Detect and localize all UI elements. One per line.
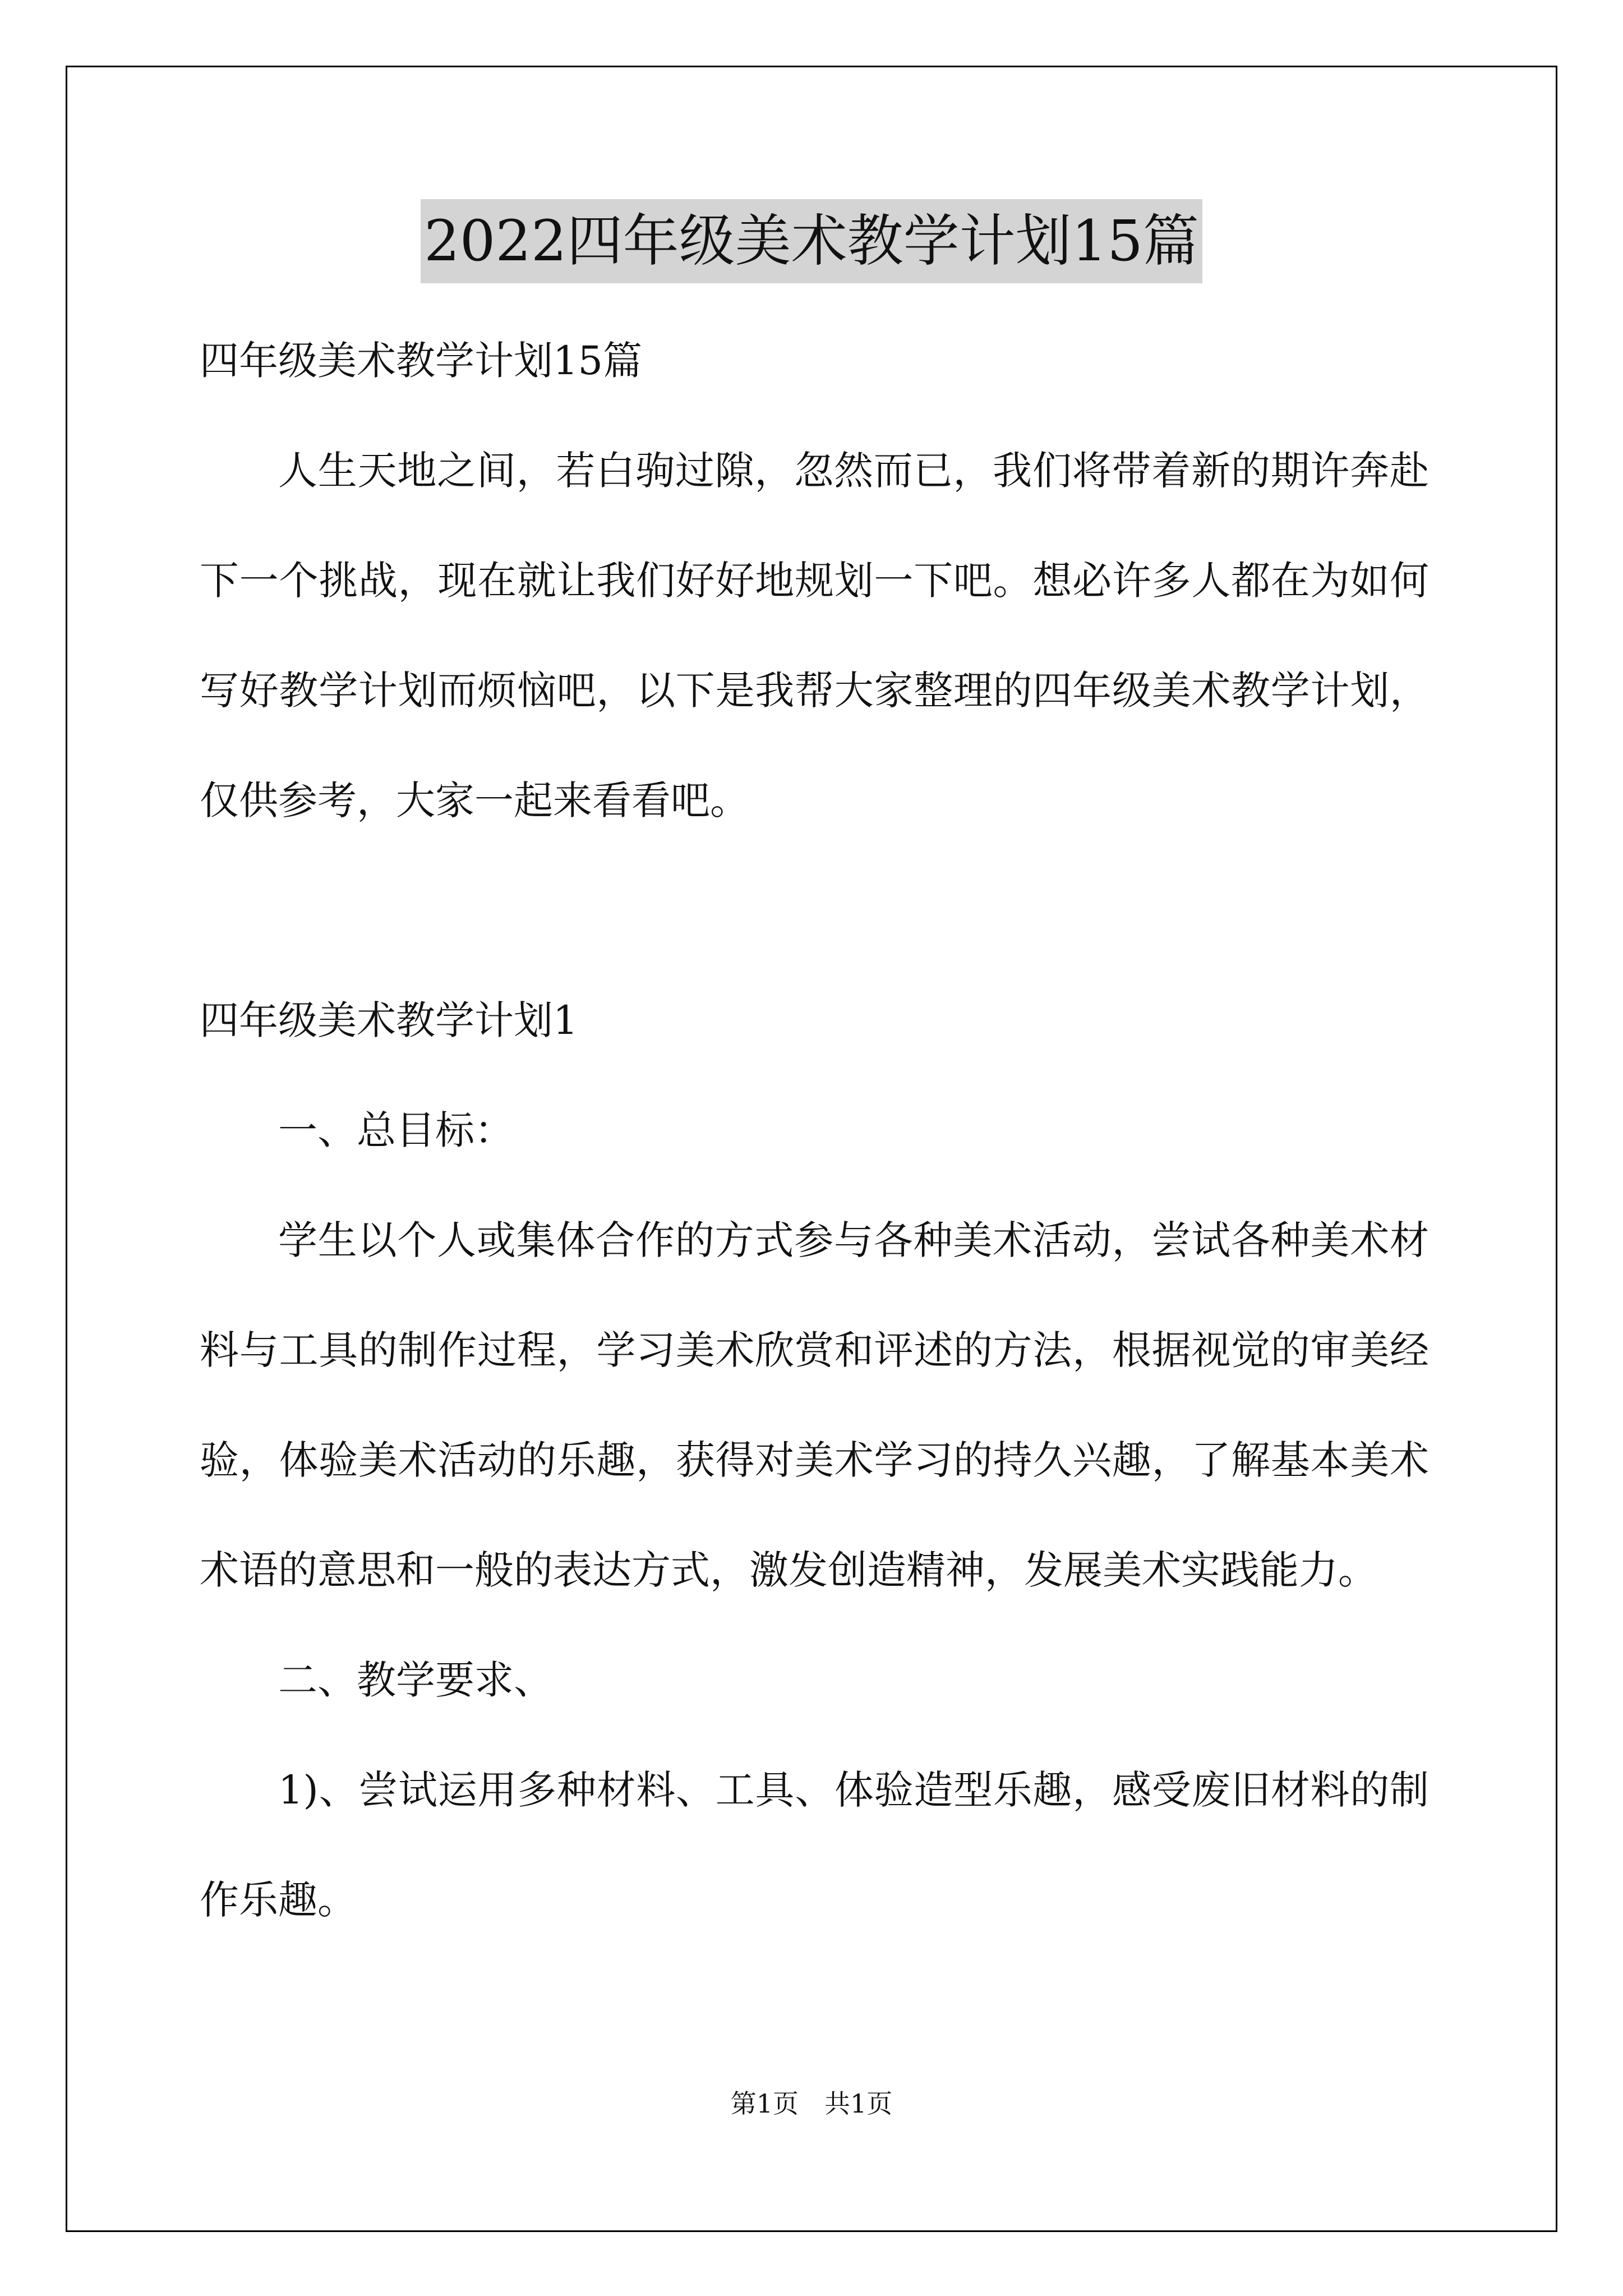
goal-paragraph: 学生以个人或集体合作的方式参与各种美术活动，尝试各种美术材料与工具的制作过程，学习美术欣赏和评述的方法，根据视觉的审美经验，体验美术活动的乐趣，获得对美术学习的持久兴趣，了解基本美术术语的意思和一般的表达方式，激发创造精神，发展美术实践能力。 (200, 1217, 1429, 1593)
document-body (200, 306, 1429, 1955)
intro-paragraph: 人生天地之间，若白驹过隙，忽然而已，我们将带着新的期许奔赴下一个挑战，现在就让我们好好地规划一下吧。想必许多人都在为如何写好教学计划而烦恼吧，以下是我帮大家整理的四年级美术教学计划，仅供参考，大家一起来看看吧。 (200, 448, 1429, 823)
spacer (200, 855, 1429, 965)
section-heading: 四年级美术教学计划1 (200, 997, 578, 1043)
document-title: 2022四年级美术教学计划15篇 (421, 199, 1202, 283)
title-area (0, 199, 1623, 283)
page-footer: 第1页 共1页 (730, 2088, 893, 2119)
requirements-heading: 二、教学要求、 (278, 1657, 553, 1703)
goal-heading: 一、总目标： (278, 1107, 514, 1153)
document-subtitle: 四年级美术教学计划15篇 (200, 338, 643, 384)
requirement-item: 1)、尝试运用多种材料、工具、体验造型乐趣，感受废旧材料的制作乐趣。 (200, 1767, 1429, 1923)
